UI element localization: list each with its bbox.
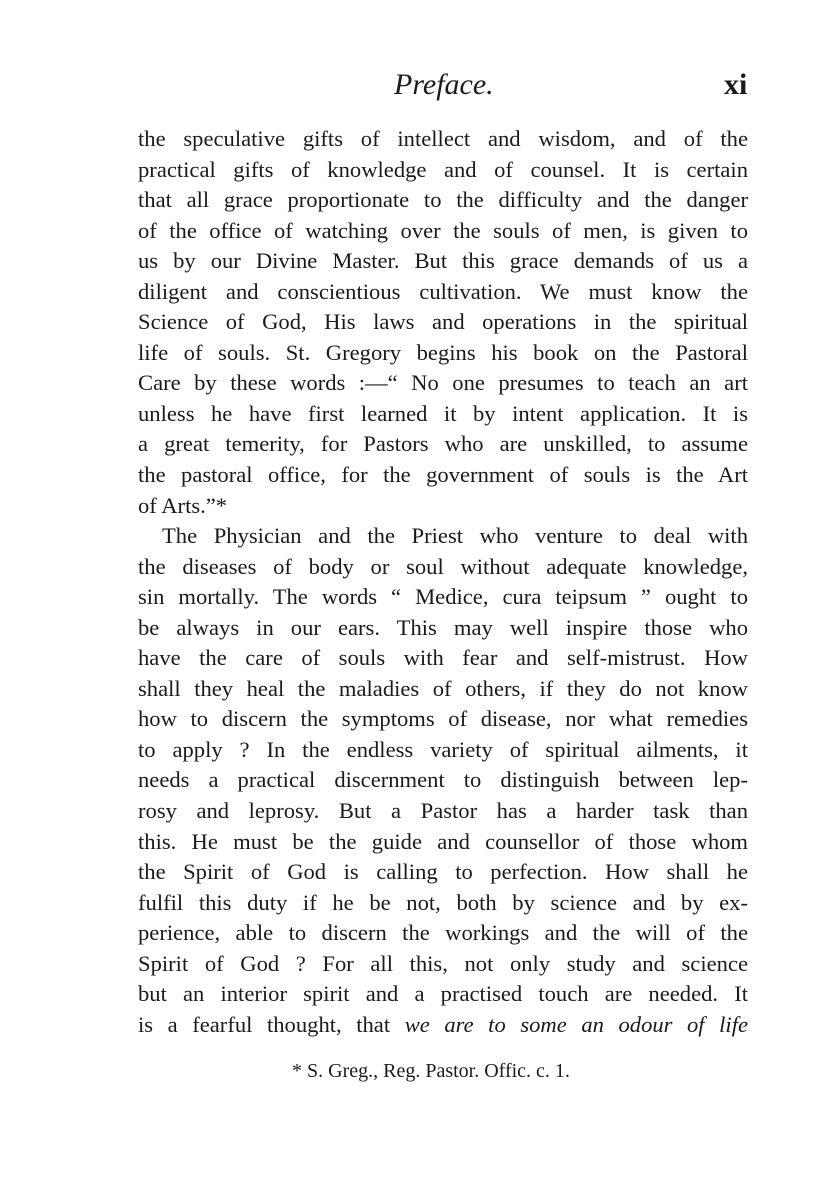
text-line: this. He must be the guide and counsellor of those whom xyxy=(138,828,748,854)
text-line: Care by these words :—“ No one presumes to teach an art xyxy=(138,370,748,396)
text-line: the speculative gifts of intellect and wisdom, and of the xyxy=(138,126,748,151)
text-line: of the office of watching over the souls of men, is given to xyxy=(138,217,748,243)
page-number: xi xyxy=(724,68,748,101)
text-line: sin mortally. The words “ Medice, cura teipsum ” ought to xyxy=(138,584,748,610)
text-line: Spirit of God ? For all this, not only study and science xyxy=(138,950,748,976)
text-line: rosy and leprosy. But a Pastor has a harder task than xyxy=(138,798,748,824)
text-line: to apply ? In the endless variety of spiritual ailments, it xyxy=(138,736,748,762)
text-line: the Spirit of God is calling to perfection. How shall he xyxy=(138,859,748,885)
footnote: * S. Greg., Reg. Pastor. Offic. c. 1. xyxy=(292,1060,570,1082)
text-line: diligent and conscientious cultivation. We must know the xyxy=(138,278,748,304)
text-line: that all grace proportionate to the difficulty and the danger xyxy=(138,187,748,213)
final-line-italic-text: we are to some an odour of life xyxy=(404,1011,748,1037)
text-line: shall they heal the maladies of others, if they do not know xyxy=(138,675,748,701)
paragraph-start-line: The Physician and the Priest who venture to deal with xyxy=(162,523,748,549)
text-line: be always in our ears. This may well inspire those who xyxy=(138,614,748,640)
text-line: how to discern the symptoms of disease, nor what remedies xyxy=(138,706,748,732)
text-line: have the care of souls with fear and self-mistrust. How xyxy=(138,645,748,671)
text-line: of Arts.”* xyxy=(138,492,228,518)
text-line: the diseases of body or soul without adequate knowledge, xyxy=(138,553,748,579)
text-line: a great temerity, for Pastors who are unskilled, to assume xyxy=(138,431,748,457)
text-line: life of souls. St. Gregory begins his book on the Pastoral xyxy=(138,339,748,365)
text-line: but an interior spirit and a practised touch are needed. It xyxy=(138,981,748,1007)
final-text-line xyxy=(138,1010,748,1041)
text-line: practical gifts of knowledge and of counsel. It is certain xyxy=(138,156,748,182)
final-line-roman-text: is a fearful thought, that xyxy=(138,1011,405,1037)
text-line: unless he have first learned it by intent application. It is xyxy=(138,400,748,426)
text-line: the pastoral office, for the government of souls is the Art xyxy=(138,462,748,488)
text-line: fulfil this duty if he be not, both by science and by ex- xyxy=(138,889,748,915)
text-line: needs a practical discernment to distinguish between lep- xyxy=(138,767,748,793)
page-header xyxy=(0,62,840,108)
text-line: Science of God, His laws and operations in the spiritual xyxy=(138,309,748,335)
running-title: Preface. xyxy=(394,68,494,101)
body-text xyxy=(138,124,748,1040)
text-line: us by our Divine Master. But this grace demands of us a xyxy=(138,248,748,274)
text-line: perience, able to discern the workings and the will of the xyxy=(138,920,748,946)
